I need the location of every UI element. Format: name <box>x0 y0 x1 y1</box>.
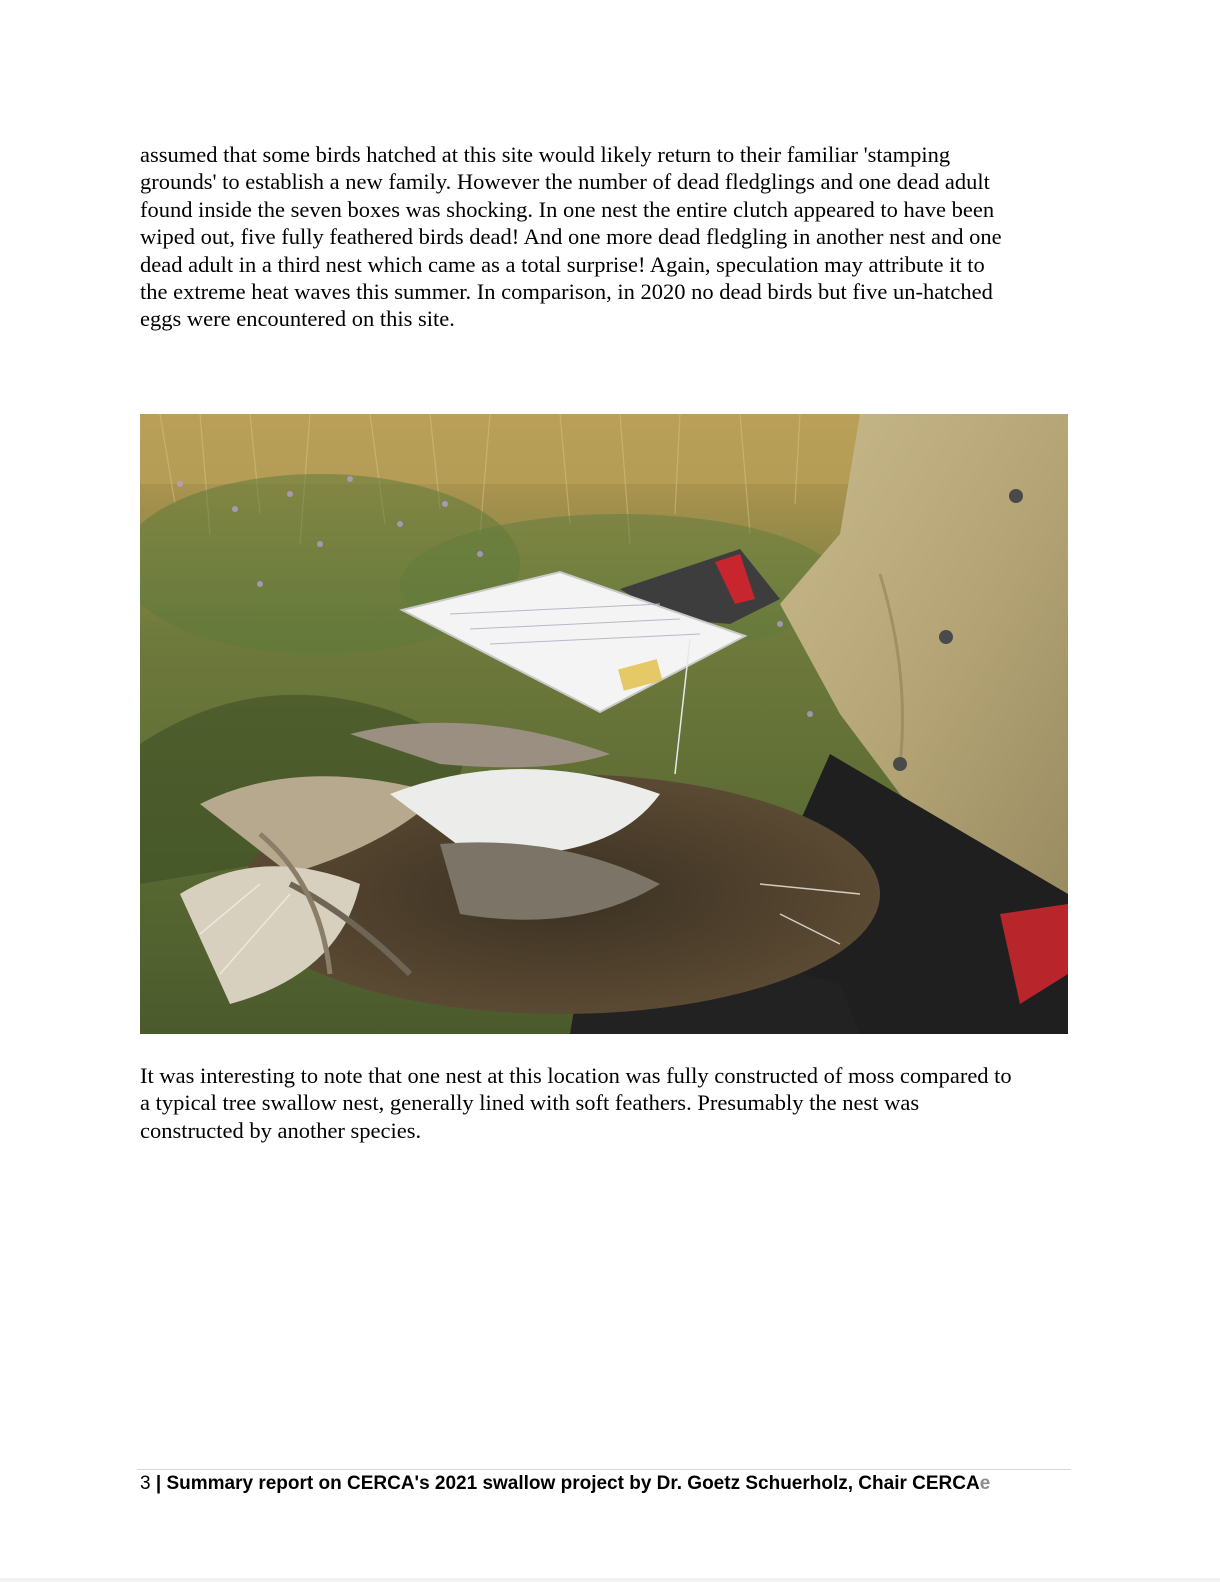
text-line: assumed that some birds hatched at this site would likely return to their familiar 'stamping <box>140 142 951 167</box>
text-line: wiped out, five fully feathered birds dead! And one more dead fledgling in another nest and one <box>140 224 1002 250</box>
page-number: 3 <box>140 1473 151 1494</box>
footer-title: Summary report on CERCA's 2021 swallow project by Dr. Goetz Schuerholz, Chair CERCA <box>166 1473 980 1494</box>
text-line: eggs were encountered on this site. <box>140 306 455 332</box>
footer-separator: | <box>150 1473 167 1494</box>
body-paragraph-2 <box>140 1062 1080 1144</box>
text-line: It was interesting to note that one nest at this location was fully constructed of moss compared to <box>140 1063 1012 1088</box>
text-line: grounds' to establish a new family. However the number of dead fledglings and one dead adult <box>140 169 990 195</box>
photo-dead-swallows-in-nest <box>140 414 1068 1034</box>
footer-trailing-text: e <box>979 1473 991 1494</box>
text-line: found inside the seven boxes was shocking. In one nest the entire clutch appeared to have been <box>140 196 995 222</box>
text-line: the extreme heat waves this summer. In comparison, in 2020 no dead birds but five un-hatched <box>140 279 993 305</box>
text-line: a typical tree swallow nest, generally lined with soft feathers. Presumably the nest was <box>140 1090 920 1116</box>
page-footer <box>140 1472 990 1496</box>
body-paragraph-1 <box>140 141 1080 333</box>
text-line: dead adult in a third nest which came as a total surprise! Again, speculation may attribute it to <box>140 251 985 277</box>
text-line: constructed by another species. <box>140 1117 422 1143</box>
footer-divider <box>137 1469 1071 1470</box>
page-bottom-edge <box>0 1578 1220 1582</box>
